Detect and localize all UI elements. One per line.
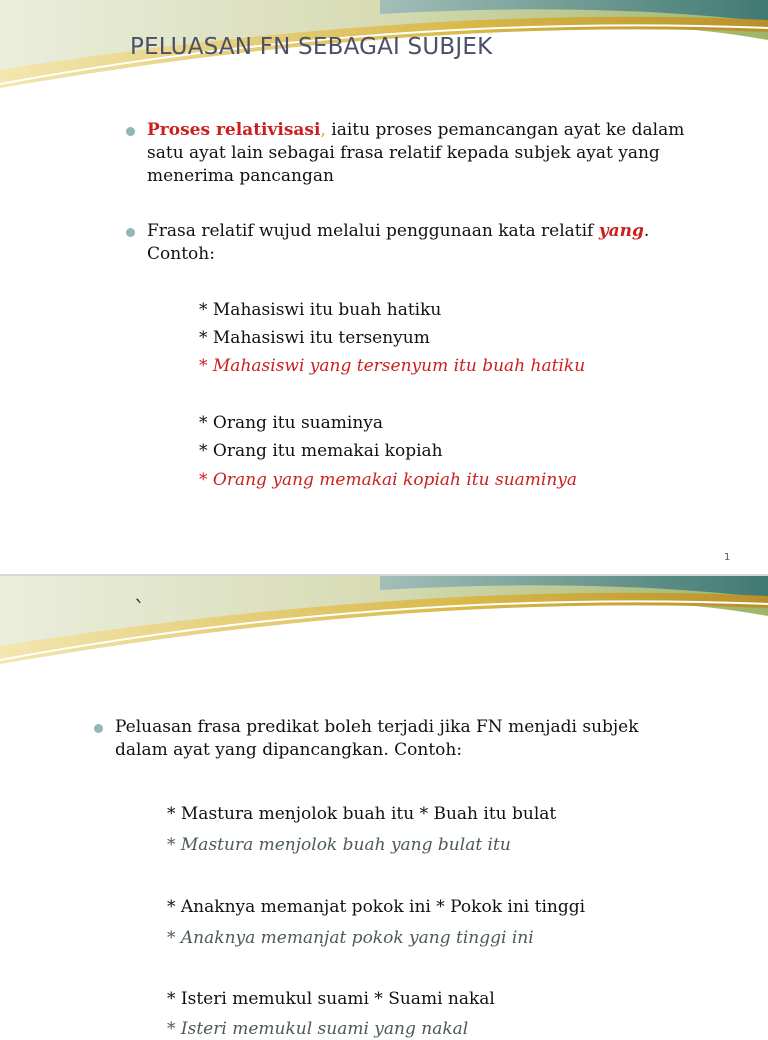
bullet-text: dalam ayat yang dipancangkan. Contoh: xyxy=(115,740,463,760)
slide-2 xyxy=(0,576,768,1039)
example-line: * Isteri memukul suami * Suami nakal xyxy=(167,989,495,1009)
bullet-dot xyxy=(126,127,135,136)
example-result: * Orang yang memakai kopiah itu suaminya xyxy=(199,470,578,490)
example-line: * Orang itu memakai kopiah xyxy=(199,441,443,461)
page-number: 1 xyxy=(724,552,731,563)
slide-banner xyxy=(0,576,768,666)
example-result: * Isteri memukul suami yang nakal xyxy=(167,1019,469,1039)
bullet-text: menerima pancangan xyxy=(147,166,334,186)
bullet-relativisasi xyxy=(147,119,747,188)
example-line: * Orang itu suaminya xyxy=(199,413,384,433)
term-proses-relativisasi: Proses relativisasi xyxy=(147,120,321,140)
keyword-yang: yang xyxy=(598,221,644,241)
example-line: * Mastura menjolok buah itu * Buah itu bulat xyxy=(167,804,557,824)
bullet-peluasan-frasa xyxy=(115,716,735,762)
example-line: * Mahasiswi itu buah hatiku xyxy=(199,300,442,320)
bullet-text: satu ayat lain sebagai frasa relatif kepada subjek ayat yang xyxy=(147,143,660,163)
bullet-dot xyxy=(94,724,103,733)
example-line: * Mahasiswi itu tersenyum xyxy=(199,328,430,348)
bullet-text: Frasa relatif wujud melalui penggunaan kata relatif xyxy=(147,221,599,241)
example-result: * Mastura menjolok buah yang bulat itu xyxy=(167,835,511,855)
bullet-text: Peluasan frasa predikat boleh terjadi jika FN menjadi subjek xyxy=(115,717,639,737)
term-comma: , xyxy=(320,120,326,140)
example-result: * Mahasiswi yang tersenyum itu buah hatiku xyxy=(199,356,586,376)
bullet-dot xyxy=(126,228,135,237)
page-title: PELUASAN FN SEBAGAI SUBJEK xyxy=(130,34,493,60)
bullet-text: . xyxy=(643,221,650,241)
example-result: * Anaknya memanjat pokok yang tinggi ini xyxy=(167,928,534,948)
bullet-text: Contoh: xyxy=(147,244,215,264)
bullet-text: iaitu proses pemancangan ayat ke dalam xyxy=(325,120,685,140)
backtick-mark: ` xyxy=(134,598,145,623)
example-line: * Anaknya memanjat pokok ini * Pokok ini tinggi xyxy=(167,897,586,917)
bullet-frasa-relatif xyxy=(147,220,747,266)
